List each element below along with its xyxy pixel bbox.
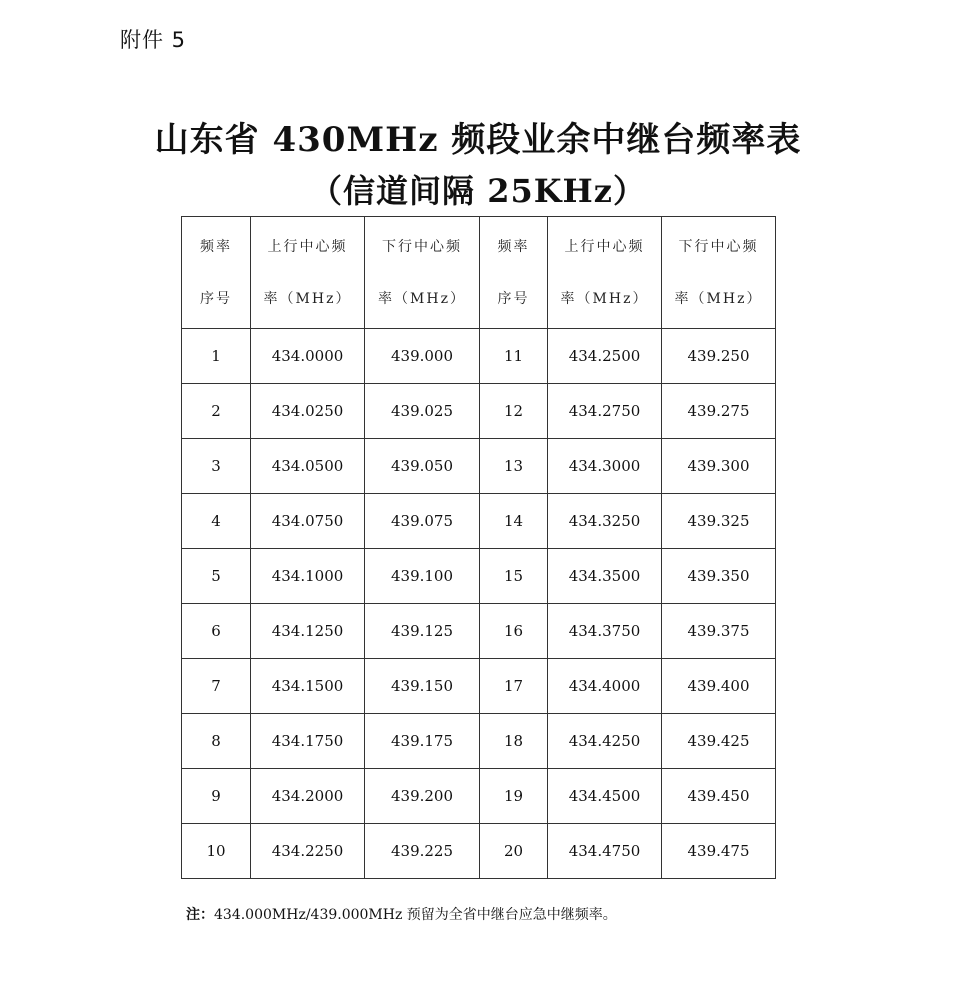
header-uplink: 上行中心频 率（MHz） bbox=[251, 217, 365, 329]
cell-uplink: 434.1500 bbox=[251, 659, 365, 714]
cell-downlink: 439.150 bbox=[365, 659, 480, 714]
footnote-label: 注： bbox=[186, 907, 214, 923]
table-row bbox=[182, 824, 776, 879]
cell-uplink: 434.2000 bbox=[251, 769, 365, 824]
cell-channel-no: 19 bbox=[480, 769, 548, 824]
cell-channel-no: 8 bbox=[182, 714, 251, 769]
cell-channel-no: 13 bbox=[480, 439, 548, 494]
cell-uplink: 434.2250 bbox=[251, 824, 365, 879]
cell-downlink: 439.075 bbox=[365, 494, 480, 549]
cell-channel-no: 7 bbox=[182, 659, 251, 714]
cell-channel-no: 14 bbox=[480, 494, 548, 549]
cell-downlink: 439.025 bbox=[365, 384, 480, 439]
header-channel-no: 频率 序号 bbox=[182, 217, 251, 329]
frequency-table bbox=[181, 216, 776, 879]
header-channel-no-2: 频率 序号 bbox=[480, 217, 548, 329]
cell-channel-no: 15 bbox=[480, 549, 548, 604]
cell-uplink: 434.0250 bbox=[251, 384, 365, 439]
cell-downlink: 439.475 bbox=[662, 824, 776, 879]
cell-channel-no: 9 bbox=[182, 769, 251, 824]
cell-downlink: 439.000 bbox=[365, 329, 480, 384]
attachment-label: 附件 5 bbox=[120, 28, 187, 52]
cell-channel-no: 17 bbox=[480, 659, 548, 714]
cell-channel-no: 1 bbox=[182, 329, 251, 384]
cell-channel-no: 16 bbox=[480, 604, 548, 659]
cell-downlink: 439.200 bbox=[365, 769, 480, 824]
cell-uplink: 434.4250 bbox=[548, 714, 662, 769]
table-row bbox=[182, 549, 776, 604]
cell-uplink: 434.4500 bbox=[548, 769, 662, 824]
cell-downlink: 439.350 bbox=[662, 549, 776, 604]
table-row bbox=[182, 659, 776, 714]
cell-downlink: 439.325 bbox=[662, 494, 776, 549]
header-downlink: 下行中心频 率（MHz） bbox=[365, 217, 480, 329]
cell-downlink: 439.050 bbox=[365, 439, 480, 494]
cell-downlink: 439.175 bbox=[365, 714, 480, 769]
header-downlink-2: 下行中心频 率（MHz） bbox=[662, 217, 776, 329]
cell-uplink: 434.3250 bbox=[548, 494, 662, 549]
cell-downlink: 439.450 bbox=[662, 769, 776, 824]
table-header-row bbox=[182, 217, 776, 329]
cell-uplink: 434.2500 bbox=[548, 329, 662, 384]
table-row bbox=[182, 494, 776, 549]
cell-downlink: 439.425 bbox=[662, 714, 776, 769]
cell-uplink: 434.0500 bbox=[251, 439, 365, 494]
cell-downlink: 439.375 bbox=[662, 604, 776, 659]
cell-channel-no: 10 bbox=[182, 824, 251, 879]
cell-uplink: 434.0000 bbox=[251, 329, 365, 384]
table-body bbox=[182, 329, 776, 879]
cell-channel-no: 20 bbox=[480, 824, 548, 879]
cell-channel-no: 5 bbox=[182, 549, 251, 604]
table-row bbox=[182, 439, 776, 494]
cell-channel-no: 18 bbox=[480, 714, 548, 769]
cell-uplink: 434.1750 bbox=[251, 714, 365, 769]
cell-channel-no: 12 bbox=[480, 384, 548, 439]
footnote-text: 434.000MHz/439.000MHz 预留为全省中继台应急中继频率。 bbox=[214, 907, 617, 923]
cell-uplink: 434.1250 bbox=[251, 604, 365, 659]
cell-uplink: 434.3500 bbox=[548, 549, 662, 604]
table-row bbox=[182, 329, 776, 384]
table-row bbox=[182, 714, 776, 769]
cell-downlink: 439.275 bbox=[662, 384, 776, 439]
document-title: 山东省 430MHz 频段业余中继台频率表 bbox=[154, 120, 802, 160]
cell-downlink: 439.250 bbox=[662, 329, 776, 384]
document-subtitle: （信道间隔 25KHz） bbox=[310, 172, 646, 210]
cell-uplink: 434.4000 bbox=[548, 659, 662, 714]
cell-channel-no: 4 bbox=[182, 494, 251, 549]
cell-downlink: 439.100 bbox=[365, 549, 480, 604]
cell-uplink: 434.3000 bbox=[548, 439, 662, 494]
cell-uplink: 434.4750 bbox=[548, 824, 662, 879]
cell-downlink: 439.125 bbox=[365, 604, 480, 659]
cell-downlink: 439.300 bbox=[662, 439, 776, 494]
cell-channel-no: 2 bbox=[182, 384, 251, 439]
cell-channel-no: 6 bbox=[182, 604, 251, 659]
table-row bbox=[182, 384, 776, 439]
cell-uplink: 434.2750 bbox=[548, 384, 662, 439]
cell-channel-no: 11 bbox=[480, 329, 548, 384]
cell-uplink: 434.1000 bbox=[251, 549, 365, 604]
table-row bbox=[182, 604, 776, 659]
footnote bbox=[186, 904, 617, 924]
cell-uplink: 434.3750 bbox=[548, 604, 662, 659]
cell-uplink: 434.0750 bbox=[251, 494, 365, 549]
cell-downlink: 439.400 bbox=[662, 659, 776, 714]
table-row bbox=[182, 769, 776, 824]
header-uplink-2: 上行中心频 率（MHz） bbox=[548, 217, 662, 329]
cell-downlink: 439.225 bbox=[365, 824, 480, 879]
cell-channel-no: 3 bbox=[182, 439, 251, 494]
